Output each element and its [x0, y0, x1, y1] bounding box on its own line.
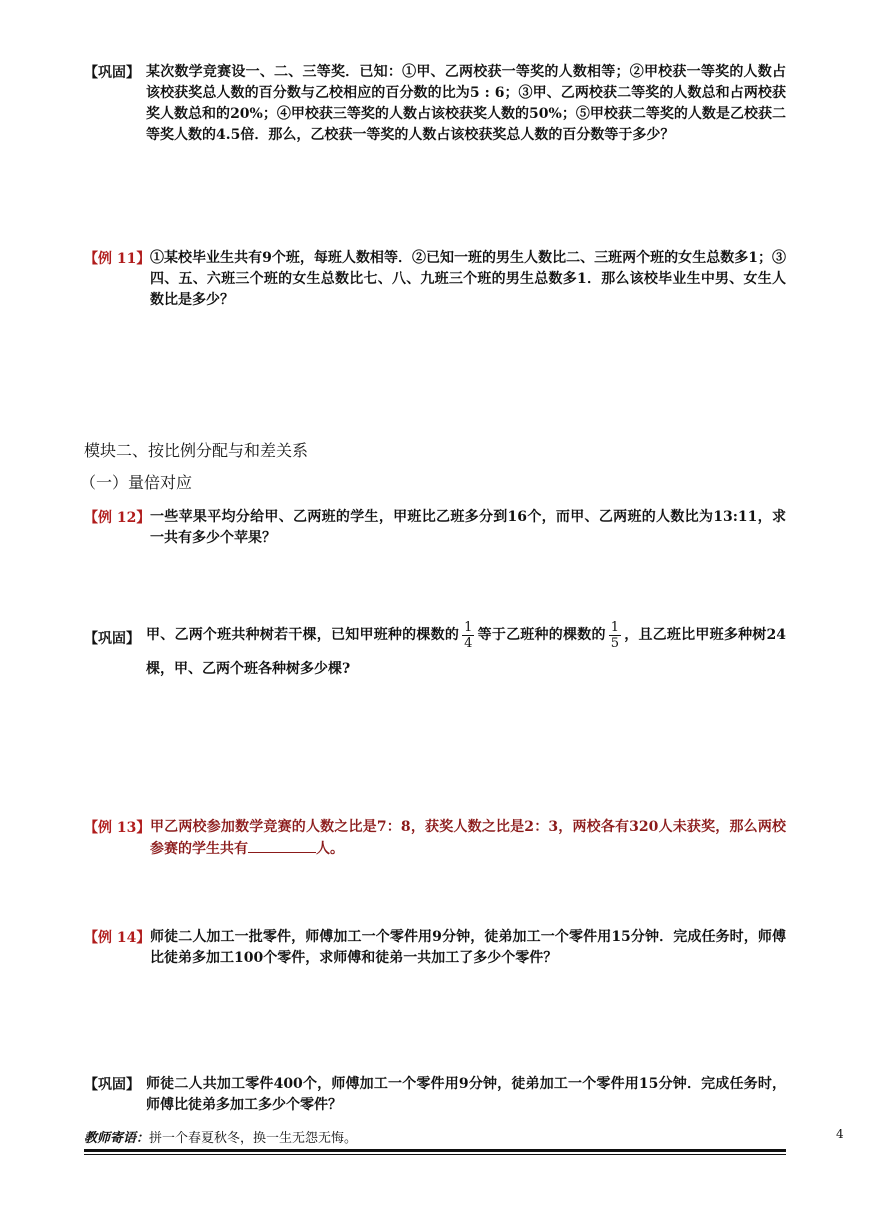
- problem-tag: 【例 12】: [84, 510, 151, 526]
- problem-example-12: [84, 507, 786, 549]
- problem-text: 某次数学竞赛设一、二、三等奖．已知：①甲、乙两校获一等奖的人数相等；②甲校获一等奖的人数占该校获奖总人数的百分数与乙校相应的百分数的比为5 : 6；③甲、乙两校获二等奖的人数总和占两校获奖人数总和的20%；④甲校获三等奖的人数占该校获奖人数的50%；⑤甲校获二等奖的人数是乙校获二等奖人数的4.5倍．那么，乙校获一等奖的人数占该校获奖总人数的百分数等于多少？: [146, 64, 786, 143]
- problem-text-part-c: ，且乙班比甲班多种树24棵，甲、乙两个班各种树多少棵?: [146, 627, 787, 677]
- problem-tag: 【巩固】: [84, 1077, 140, 1093]
- fraction-denominator: 5: [610, 635, 619, 651]
- problem-text: 师徒二人共加工零件400个，师傅加工一个零件用9分钟，徒弟加工一个零件用15分钟．完成任务时，师傅比徒弟多加工多少个零件？: [146, 1076, 786, 1113]
- section-heading: （一）量倍对应: [80, 473, 193, 492]
- problem-example-11: [84, 248, 786, 311]
- footer-divider-thick: [84, 1149, 786, 1152]
- problem-text: ①某校毕业生共有9个班，每班人数相等．②已知一班的男生人数比二、三班两个班的女生总数多1；③四、五、六班三个班的女生总数比七、八、九班三个班的男生总数多1．那么该校毕业生中男、女生人数比是多少？: [150, 250, 786, 308]
- footer-motto: 拼一个春夏秋冬，换一生无怨无悔。: [149, 1131, 358, 1146]
- problem-text: 一些苹果平均分给甲、乙两班的学生，甲班比乙班多分到16个，而甲、乙两班的人数比为13:11，求一共有多少个苹果？: [150, 509, 786, 546]
- problem-tag: 【例 14】: [84, 930, 151, 946]
- page-footer: [84, 1127, 786, 1146]
- problem-text-part-b: 人。: [316, 841, 344, 857]
- fraction-one-quarter: [462, 620, 474, 651]
- fraction-numerator: 1: [464, 619, 473, 635]
- problem-tag: 【巩固】: [84, 65, 140, 81]
- answer-blank[interactable]: [248, 838, 316, 853]
- footer-divider-thin: [84, 1154, 786, 1155]
- page-number: 4: [836, 1127, 844, 1141]
- problem-text: 师徒二人加工一批零件，师傅加工一个零件用9分钟，徒弟加工一个零件用15分钟．完成任务时，师傅比徒弟多加工100个零件，求师傅和徒弟一共加工了多少个零件？: [150, 929, 786, 966]
- module-heading: 模块二、按比例分配与和差关系: [84, 441, 309, 460]
- problem-consolidate-1: [84, 62, 786, 146]
- problem-text: [146, 618, 786, 686]
- problem-example-13: [84, 817, 786, 860]
- problem-tag: 【例 13】: [84, 820, 151, 836]
- problem-consolidate-3: [84, 1074, 786, 1116]
- problem-text-part-b: 等于乙班种的棵数的: [477, 627, 606, 643]
- footer-label: 教师寄语：: [84, 1131, 150, 1146]
- problem-text-part-a: 甲乙两校参加数学竞赛的人数之比是7：8，获奖人数之比是2：3，两校各有320人未获奖，那么两校参赛的学生共有: [150, 819, 786, 857]
- fraction-one-fifth: [609, 620, 621, 651]
- problem-text: [150, 817, 786, 860]
- fraction-denominator: 4: [464, 635, 473, 651]
- problem-consolidate-2: [84, 618, 786, 686]
- problem-text-part-a: 甲、乙两个班共种树若干棵，已知甲班种的棵数的: [146, 627, 460, 643]
- problem-tag: 【巩固】: [84, 631, 140, 647]
- problem-tag: 【例 11】: [84, 251, 151, 267]
- fraction-numerator: 1: [610, 619, 619, 635]
- problem-example-14: [84, 927, 786, 969]
